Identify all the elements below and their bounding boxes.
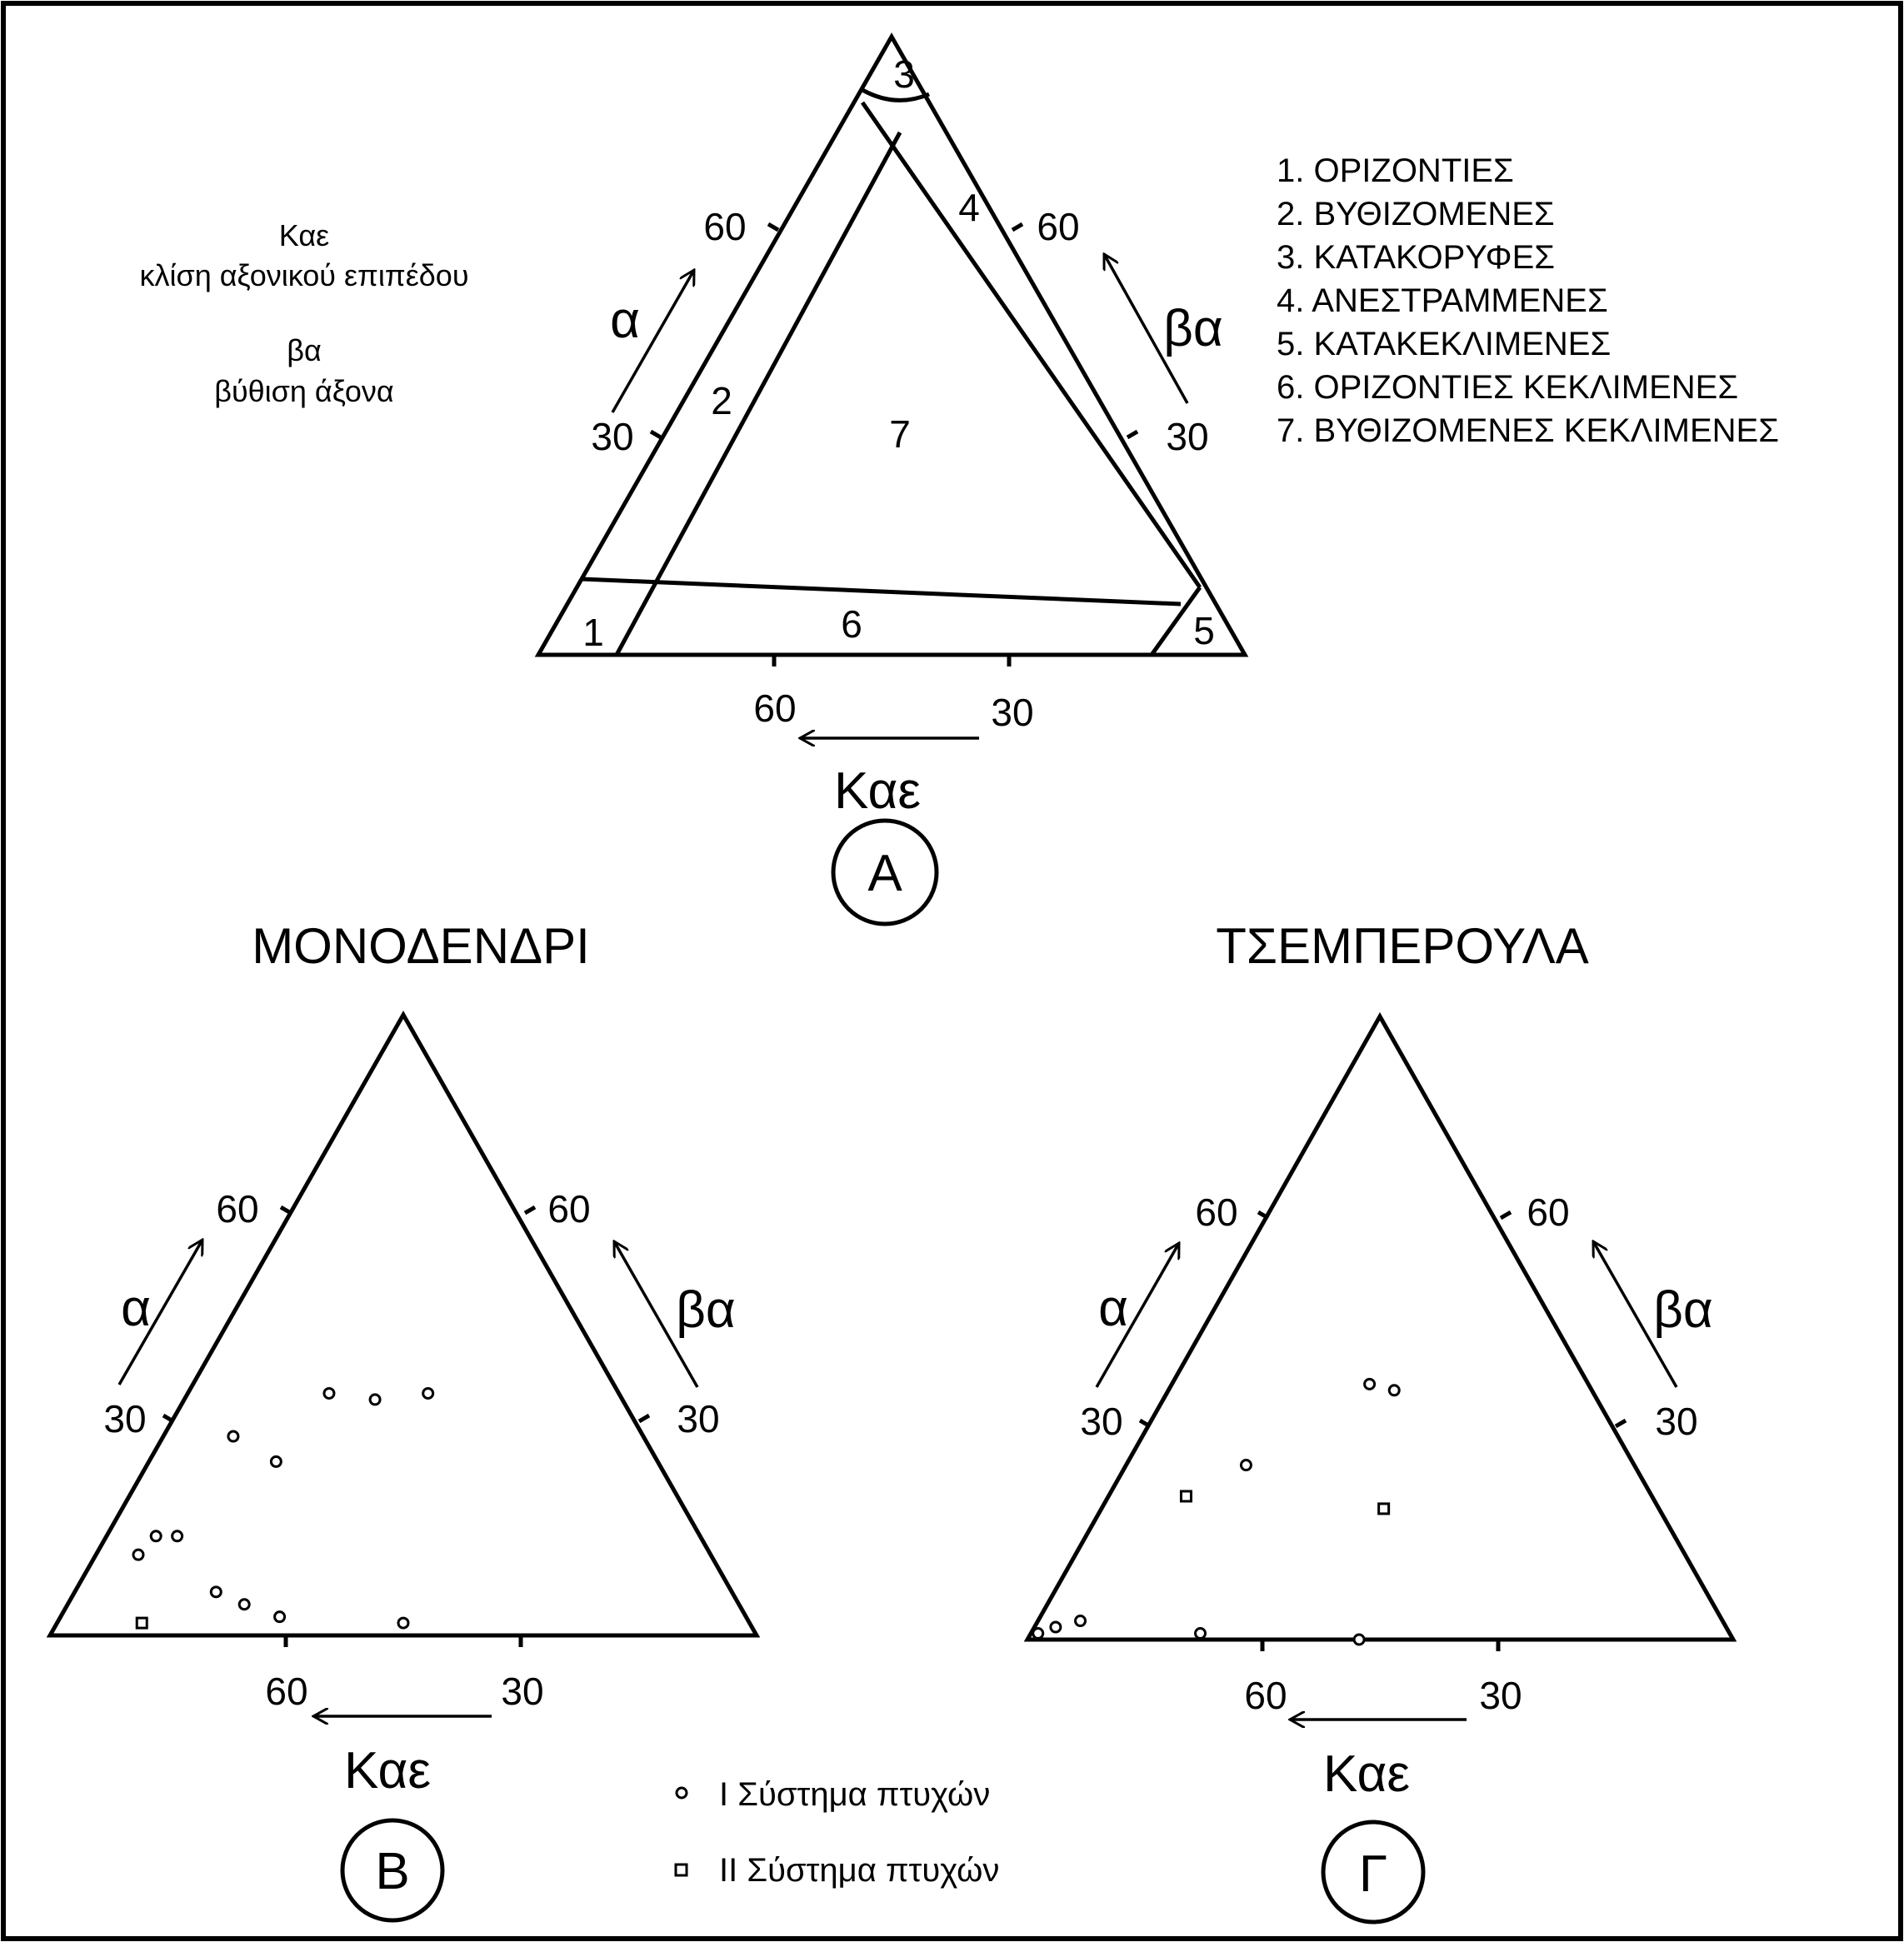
panel-g-series1-point-8 — [1354, 1635, 1364, 1645]
panel-b-series1-point-7 — [133, 1550, 143, 1560]
tick-label-g-bottom-60: 60 — [1244, 1674, 1287, 1717]
panel-g-label: Γ — [1358, 1845, 1388, 1903]
region-label-4: 4 — [958, 186, 980, 229]
legend-item-7: 7. ΒΥΘΙΖΟΜΕΝΕΣ ΚΕΚΛΙΜΕΝΕΣ — [1277, 412, 1779, 449]
panel-g-series1-point-4 — [1033, 1629, 1043, 1639]
legend-item-2: 2. ΒΥΘΙΖΟΜΕΝΕΣ — [1277, 196, 1555, 232]
panel-g-series1-point-5 — [1051, 1622, 1061, 1632]
tick-label-g-bottom-30: 30 — [1479, 1674, 1522, 1717]
tick-label-b-bottom-30: 30 — [501, 1670, 544, 1713]
panel-g-series1-point-6 — [1076, 1616, 1086, 1626]
tick-label-right-60: 60 — [1037, 205, 1080, 248]
axis-name-g-left: α — [1098, 1280, 1128, 1337]
region-label-7: 7 — [889, 412, 911, 456]
panel-g-series2-point-2 — [1379, 1504, 1389, 1514]
panel-b-title: ΜΟΝΟΔΕΝΔΡΙ — [252, 918, 590, 974]
axis-name-b-right: βα — [676, 1281, 736, 1339]
panel-g-series2-point-1 — [1181, 1491, 1191, 1501]
legend-item-3: 3. ΚΑΤΑΚΟΡΥΦΕΣ — [1277, 239, 1556, 276]
region-label-5: 5 — [1193, 609, 1215, 652]
region-label-2: 2 — [711, 379, 732, 422]
panel-b-series1-point-11 — [275, 1612, 285, 1622]
note-line-4: βύθιση άξονα — [214, 374, 394, 408]
tick-label-g-left-30: 30 — [1080, 1400, 1123, 1443]
panel-g-series1-point-7 — [1196, 1629, 1206, 1639]
panel-b-series1-point-10 — [239, 1600, 249, 1610]
panel-b-series1-point-12 — [398, 1618, 408, 1628]
axis-name-g-right: βα — [1653, 1281, 1713, 1339]
panel-g-series1-point-3 — [1241, 1460, 1251, 1470]
panel-g-series1-point-2 — [1389, 1385, 1399, 1395]
legend-marker-system2 — [676, 1865, 687, 1875]
legend-item-6: 6. ΟΡΙΖΟΝΤΙΕΣ ΚΕΚΛΙΜΕΝΕΣ — [1277, 369, 1739, 406]
tick-label-b-left-60: 60 — [216, 1187, 259, 1231]
axis-name-b-bottom: Καε — [343, 1742, 432, 1800]
legend-label-system2: ΙΙ Σύστημα πτυχών — [719, 1852, 1000, 1889]
legend-item-5: 5. ΚΑΤΑΚΕΚΛΙΜΕΝΕΣ — [1277, 326, 1612, 362]
region-label-1: 1 — [582, 611, 604, 654]
tick-label-b-right-60: 60 — [547, 1187, 591, 1231]
panel-a-label: A — [867, 845, 902, 902]
panel-b-series1-point-4 — [271, 1456, 281, 1466]
axis-name-b-left: α — [121, 1280, 151, 1337]
tick-label-g-right-60: 60 — [1527, 1191, 1570, 1234]
panel-b-series1-point-6 — [172, 1531, 182, 1541]
axis-name-bottom: Καε — [833, 762, 922, 820]
panel-b-series1-point-8 — [228, 1431, 238, 1441]
tick-label-g-left-60: 60 — [1195, 1191, 1238, 1234]
panel-b-series1-point-9 — [211, 1587, 221, 1597]
panel-b-series2-point-1 — [137, 1618, 147, 1628]
panel-b-series1-point-1 — [423, 1388, 433, 1398]
panel-b-series1-point-3 — [370, 1395, 380, 1405]
axis-name-g-bottom: Καε — [1322, 1745, 1411, 1803]
panel-g-title: ΤΣΕΜΠΕΡΟΥΛΑ — [1216, 918, 1589, 974]
panel-b-label: B — [375, 1843, 410, 1900]
legend-item-1: 1. ΟΡΙΖΟΝΤΙΕΣ — [1277, 152, 1514, 189]
legend-marker-system1 — [677, 1788, 687, 1798]
region-label-3: 3 — [893, 52, 915, 96]
axis-name-right: βα — [1163, 300, 1223, 357]
tick-label-bottom-60: 60 — [753, 686, 797, 730]
legend-item-4: 4. ΑΝΕΣΤΡΑΜΜΕΝΕΣ — [1277, 282, 1608, 319]
tick-label-b-right-30: 30 — [677, 1397, 720, 1440]
tick-label-g-right-30: 30 — [1655, 1400, 1698, 1443]
note-line-3: βα — [287, 333, 322, 367]
panel-g-series1-point-1 — [1365, 1379, 1375, 1389]
tick-label-b-left-30: 30 — [103, 1397, 147, 1440]
tick-label-bottom-30: 30 — [991, 691, 1034, 734]
tick-label-right-30: 30 — [1166, 415, 1209, 458]
panel-b-series1-point-5 — [151, 1531, 161, 1541]
axis-name-left: α — [610, 292, 640, 349]
note-line-1: Καε — [278, 218, 330, 252]
tick-label-left-60: 60 — [703, 205, 747, 248]
note-line-2: κλίση αξονικού επιπέδου — [139, 258, 469, 292]
region-label-6: 6 — [841, 602, 862, 646]
panel-b-series1-point-2 — [324, 1388, 334, 1398]
tick-label-b-bottom-60: 60 — [265, 1670, 308, 1713]
tick-label-left-30: 30 — [591, 415, 634, 458]
legend-label-system1: Ι Σύστημα πτυχών — [719, 1776, 991, 1813]
